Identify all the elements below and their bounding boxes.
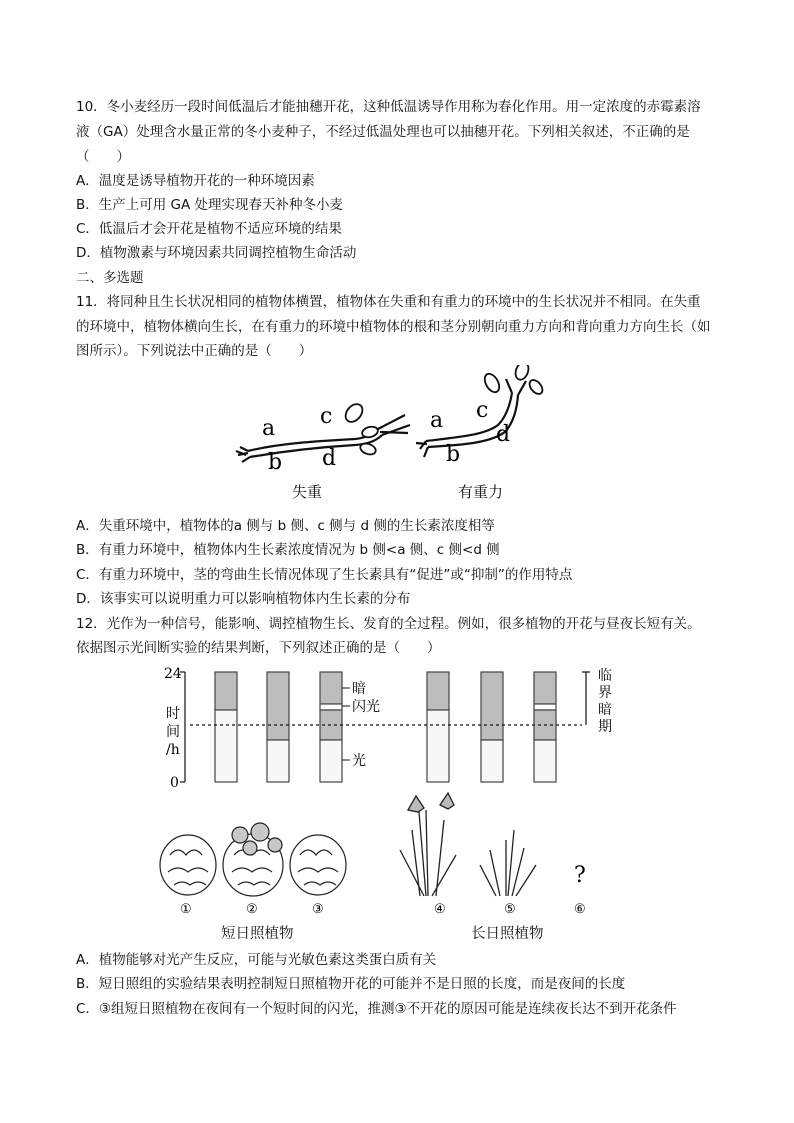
plant-num-5: ⑤ (504, 902, 516, 917)
q10-option-a: A．温度是诱导植物开花的一种环境因素 (76, 173, 315, 189)
q11-option-c: C．有重力环境中，茎的弯曲生长情况体现了生长素具有“促进”或“抑制”的作用特点 (76, 567, 573, 583)
bar-5-dark (481, 672, 503, 740)
label-c-left: c (320, 404, 333, 429)
legend-flash: 闪光 (352, 699, 380, 715)
q10-option-b: B．生产上可用 GA 处理实现春天补种冬小麦 (76, 197, 344, 213)
q10-stem-line1: 10．冬小麦经历一段时间低温后才能抽穗开花，这种低温诱导作用称为春化作用。用一定浓度的赤霉素溶 (76, 99, 701, 115)
q11-stem-line1: 11．将同种且生长状况相同的植物体横置，植物体在失重和有重力的环境中的生长状况并不相同。在失重 (76, 294, 701, 310)
unknown-plant-6: ? (574, 863, 586, 888)
q10-option-c: C．低温后才会开花是植物不适应环境的结果 (76, 221, 342, 237)
bar-6-dark-top (534, 672, 556, 704)
label-b-left: b (268, 450, 283, 475)
plant-num-4: ④ (434, 902, 446, 917)
y-axis-top: 24 (164, 666, 182, 682)
q10-option-d: D．植物激素与环境因素共同调控植物生命活动 (76, 245, 357, 261)
q12-stem-line1: 12．光作为一种信号，能影响、调控植物生长、发育的全过程。例如，很多植物的开花与昼夜长短有关。 (76, 616, 701, 632)
label-a-right: a (430, 408, 444, 433)
long-day-plant-4 (400, 793, 456, 896)
q10-stem-line2: 液（GA）处理含水量正常的冬小麦种子，不经过低温处理也可以抽穗开花。下列相关叙述，不正确的是 (76, 124, 690, 140)
critical-label-2: 界 (598, 685, 612, 701)
caption-short-day: 短日照植物 (221, 926, 294, 942)
bar-2-dark (267, 672, 289, 740)
q11-stem-line3: 图所示）。下列说法中正确的是（ ） (76, 343, 313, 359)
critical-label-4: 期 (598, 719, 612, 735)
critical-label-3: 暗 (598, 702, 612, 718)
y-axis-label-2: 间 (166, 724, 180, 740)
legend-dark: 暗 (352, 681, 366, 697)
plant-num-6: ⑥ (574, 902, 586, 917)
bar-1-dark (215, 672, 237, 710)
y-axis-label-3: /h (166, 742, 180, 758)
q11-option-a: A．失重环境中，植物体的a 侧与 b 侧、c 侧与 d 侧的生长素浓度相等 (76, 518, 495, 534)
q12-option-c: C．③组短日照植物在夜间有一个短时间的闪光，推测③不开花的原因可能是连续夜长达不到开花条件 (76, 1001, 677, 1017)
y-axis-label-1: 时 (166, 706, 180, 722)
q11-option-d: D．该事实可以说明重力可以影响植物体内生长素的分布 (76, 591, 411, 607)
critical-label-1: 临 (598, 668, 612, 684)
label-d-left: d (322, 446, 337, 471)
label-a-left: a (262, 416, 276, 441)
q12-stem-line2: 依据图示光间断实验的结果判断，下列叙述正确的是（ ） (76, 640, 441, 656)
section-heading-multi-choice: 二、多选题 (76, 270, 144, 286)
plant-num-1: ① (180, 902, 192, 917)
y-axis-bottom: 0 (170, 775, 179, 791)
q12-option-b: B．短日照组的实验结果表明控制短日照植物开花的可能并不是日照的长度，而是夜间的长度 (76, 976, 626, 992)
bar-6-light (534, 740, 556, 782)
q11-stem-line2: 的环境中，植物体横向生长，在有重力的环境中植物体的根和茎分别朝向重力方向和背向重力方向生长（如 (76, 319, 711, 335)
gravity-figure (230, 365, 560, 505)
label-b-right: b (446, 442, 461, 467)
q10-stem-line3: （ ） (76, 149, 130, 165)
legend-light: 光 (352, 753, 366, 769)
light-interruption-figure (150, 660, 630, 950)
bar-2-light (267, 740, 289, 782)
bar-4-light (427, 710, 449, 782)
bar-6-flash (534, 704, 556, 710)
caption-weightless: 失重 (292, 483, 323, 501)
short-day-plant-3 (290, 835, 346, 895)
short-day-plant-1 (160, 835, 216, 895)
bars (215, 672, 556, 782)
bar-5-light (481, 740, 503, 782)
bar-1-light (215, 710, 237, 782)
label-d-right: d (496, 422, 511, 447)
bar-4-dark (427, 672, 449, 710)
bar-3-light (320, 740, 342, 782)
plant-num-3: ③ (312, 902, 324, 917)
short-day-plant-2 (223, 823, 283, 896)
q12-option-a: A．植物能够对光产生反应，可能与光敏色素这类蛋白质有关 (76, 952, 437, 968)
q11-option-b: B．有重力环境中，植物体内生长素浓度情况为 b 侧<a 侧、c 侧<d 侧 (76, 542, 500, 558)
bar-3-flash (320, 704, 342, 710)
bar-3-dark-top (320, 672, 342, 704)
label-c-right: c (476, 398, 489, 423)
caption-gravity: 有重力 (458, 483, 504, 501)
caption-long-day: 长日照植物 (471, 926, 544, 942)
long-day-plant-5 (480, 830, 536, 896)
plant-num-2: ② (246, 902, 258, 917)
